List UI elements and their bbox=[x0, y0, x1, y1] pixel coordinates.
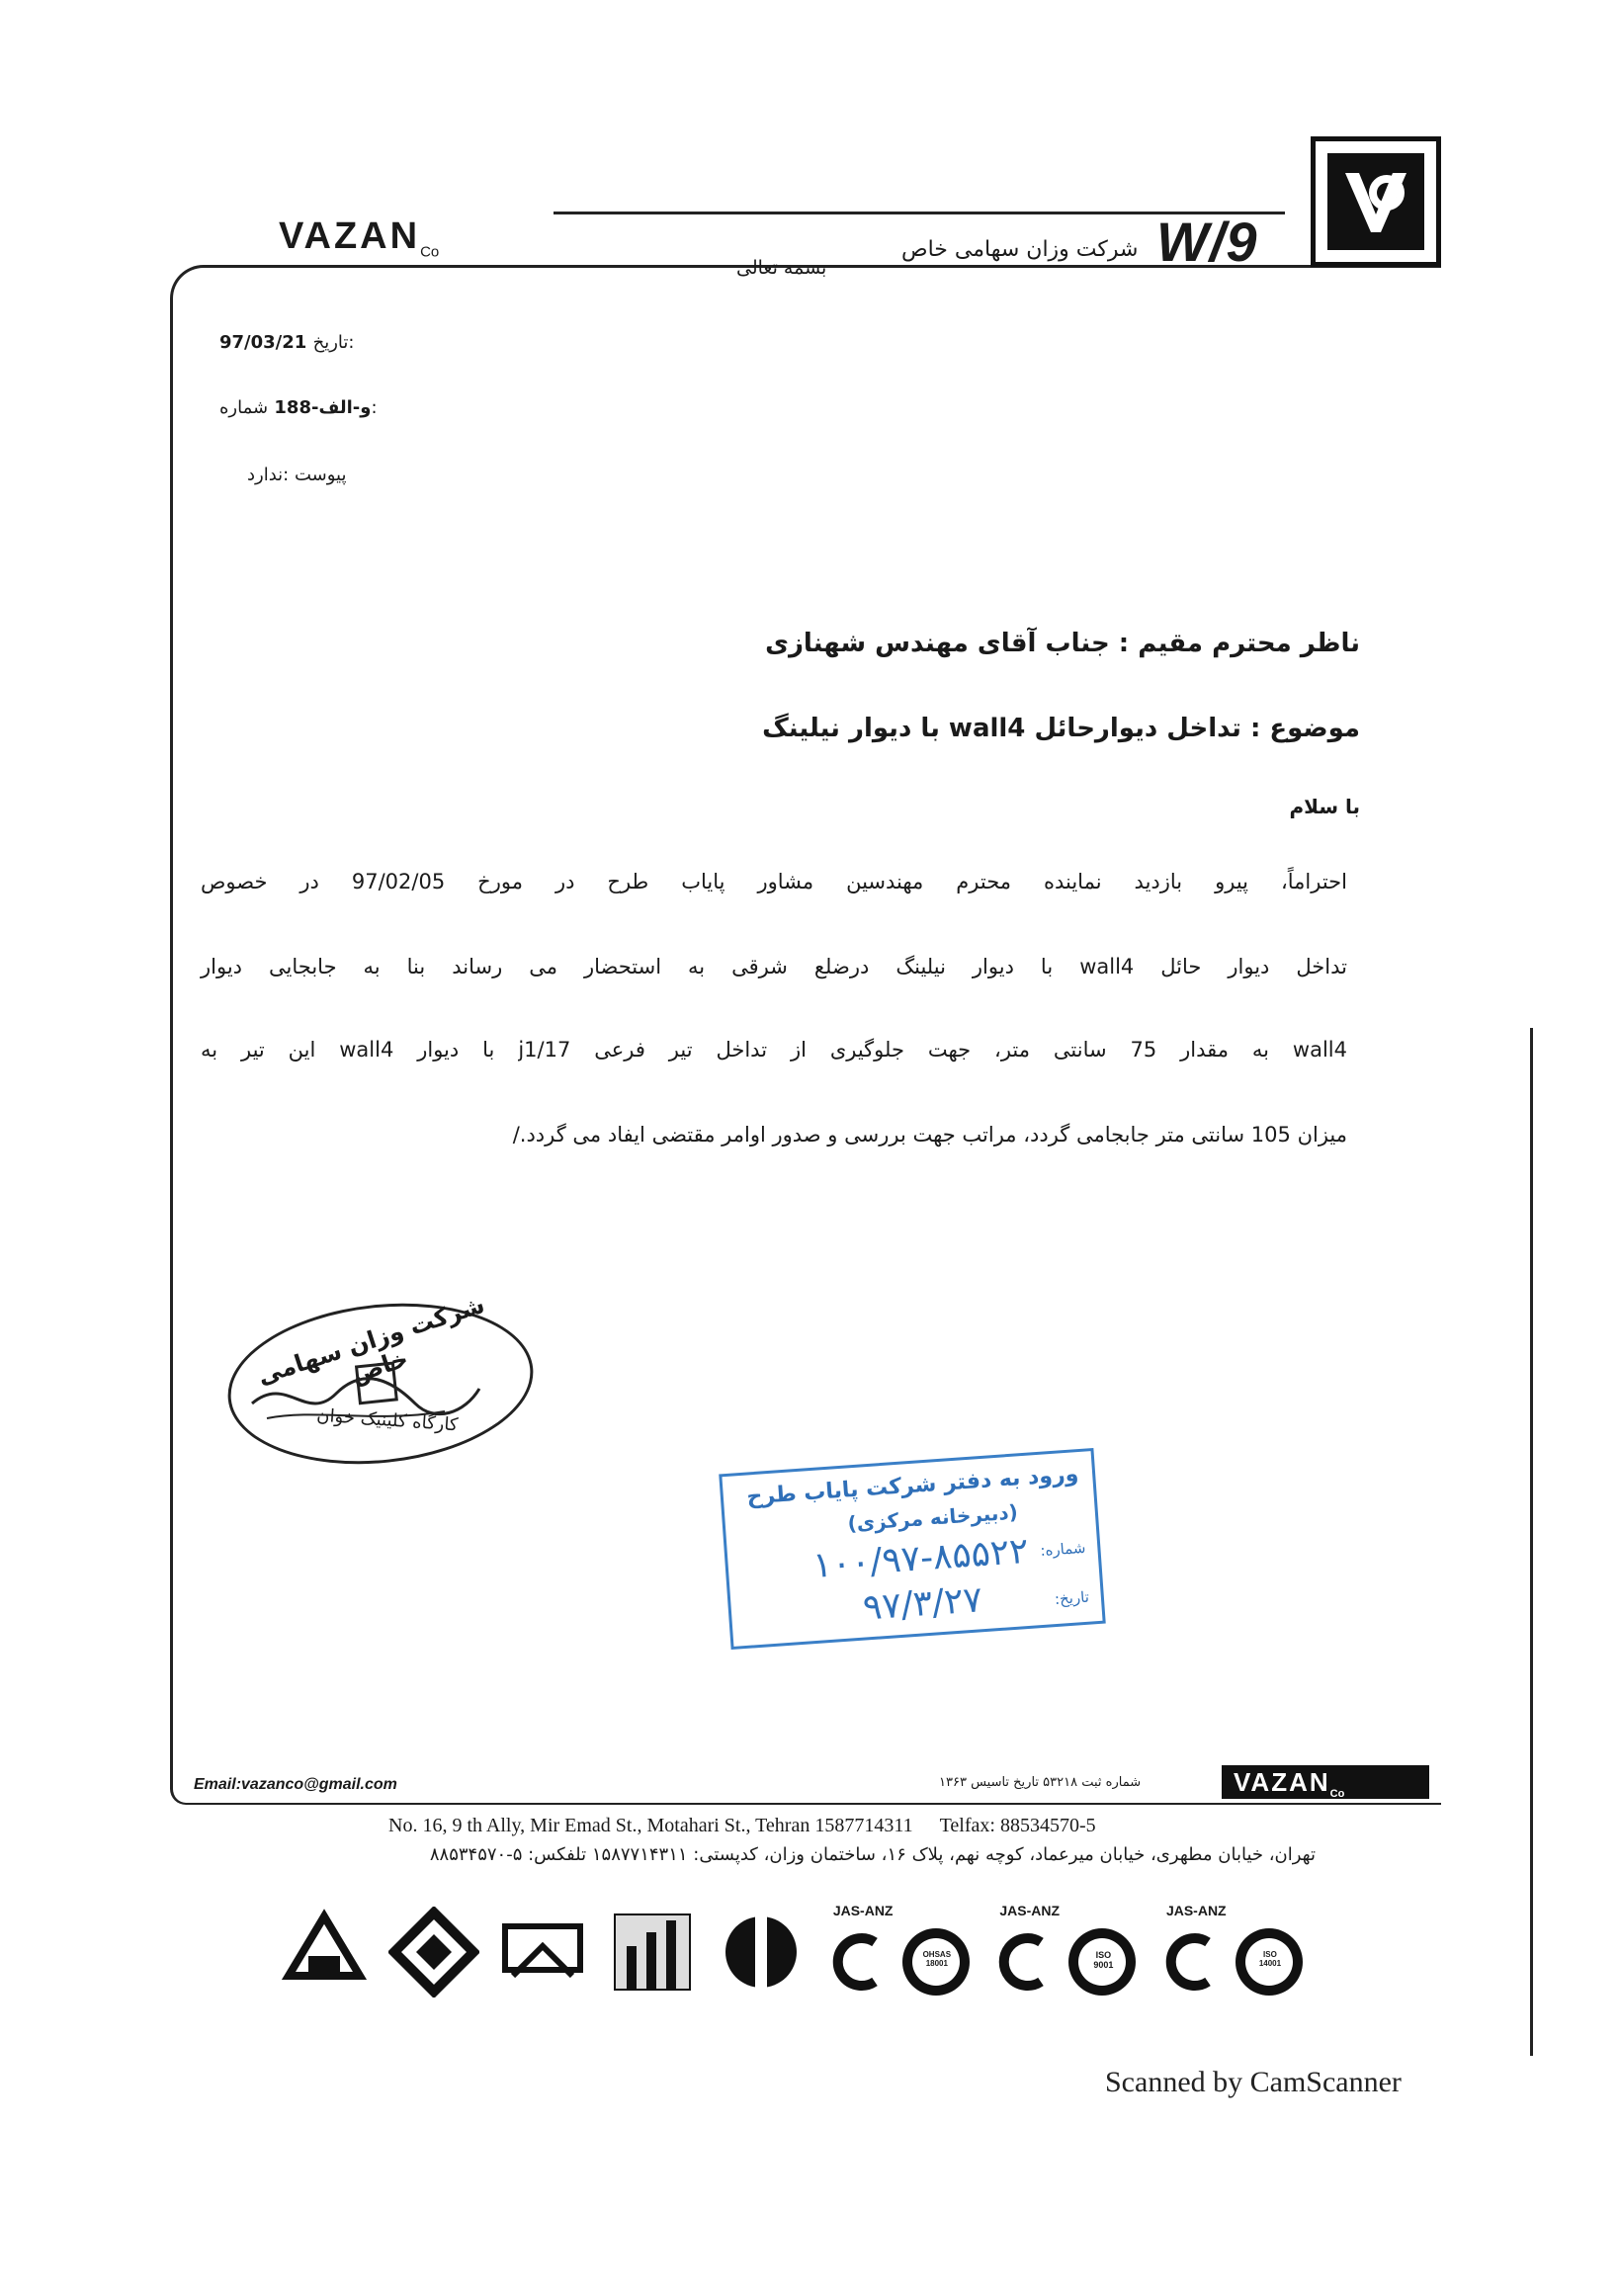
receipt-title: ورود به دفتر شرکت پایاب طرح bbox=[745, 1462, 1080, 1510]
seal-bottom-text: کارگاه کلینیک خوان bbox=[315, 1404, 460, 1436]
address-en bbox=[388, 1815, 1096, 1837]
date-label: تاریخ: bbox=[312, 332, 355, 353]
recipient: ناظر محترم مقیم : جناب آقای مهندس شهنازی bbox=[765, 629, 1360, 658]
company-logo-icon bbox=[1311, 136, 1441, 267]
cert-badge-ohsas bbox=[825, 1903, 974, 2001]
footer-brand-name: VAZAN bbox=[1234, 1767, 1330, 1797]
receipt-date-label: تاریخ: bbox=[1054, 1587, 1090, 1609]
company-name-fa: شرکت وزان سهامی خاص bbox=[901, 237, 1139, 262]
cert-logo-4-icon bbox=[607, 1907, 698, 1998]
footer-brand-suffix: Co bbox=[1329, 1788, 1345, 1801]
address-en-text: No. 16, 9 th Ally, Mir Emad St., Motahari St., Tehran 1587714311 bbox=[388, 1815, 913, 1836]
cert-jas-label: JAS-ANZ bbox=[832, 1903, 894, 1918]
brand-logo-left bbox=[279, 215, 439, 261]
basmala: بسمه تعالی bbox=[736, 257, 827, 279]
brand-suffix: Co bbox=[420, 243, 440, 261]
receipt-number-label: شماره: bbox=[1039, 1538, 1086, 1560]
brand-mark-icon: W/9 bbox=[1156, 211, 1258, 273]
cert-badge-iso9001 bbox=[991, 1903, 1140, 2001]
cert-jas-label: JAS-ANZ bbox=[999, 1903, 1061, 1918]
telfax: Telfax: 88534570-5 bbox=[939, 1815, 1096, 1836]
cert-logo-2-icon bbox=[388, 1907, 479, 1998]
receipt-subtitle: (دبیرخانه مرکزی) bbox=[846, 1499, 1019, 1536]
paragraph-line: wall4 به مقدار 75 سانتی متر، جهت جلوگیری از تداخل تیر فرعی j1/17 با دیوار wall4 این تیر به bbox=[201, 1038, 1347, 1062]
cert-logo-1-icon bbox=[279, 1907, 370, 1998]
number-value: و-الف-188 bbox=[274, 397, 372, 418]
receipt-number-value: ۱۰۰/۹۷-۸۵۵۲۲ bbox=[811, 1530, 1030, 1587]
logo-inner-icon bbox=[1327, 153, 1424, 250]
cert-iso14001-label: ISO 14001 bbox=[1258, 1950, 1282, 1968]
footer-email: Email:vazanco@gmail.com bbox=[194, 1776, 397, 1793]
number-label: شماره: bbox=[219, 397, 378, 418]
receipt-date-value: ۹۷/۳/۲۷ bbox=[861, 1579, 984, 1629]
letter-number bbox=[219, 397, 378, 418]
scan-edge-line bbox=[1530, 1028, 1533, 2056]
signature-icon bbox=[247, 1364, 484, 1433]
paragraph-line: احتراماً، پیرو بازدید نماینده محترم مهندسین مشاور پایاب طرح در مورخ 97/02/05 در خصوص bbox=[201, 870, 1347, 893]
cert-ohsas-label: OHSAS 18001 bbox=[922, 1950, 952, 1968]
letter-date bbox=[219, 332, 354, 353]
receipt-stamp bbox=[719, 1448, 1105, 1650]
footer-reg-info: شماره ثبت ۵۳۲۱۸ تاریخ تاسیس ۱۳۶۳ bbox=[939, 1775, 1142, 1790]
cert-jas-label: JAS-ANZ bbox=[1165, 1903, 1227, 1918]
cert-badge-iso14001 bbox=[1158, 1903, 1307, 2001]
footer-brand bbox=[1222, 1765, 1429, 1799]
cert-logo-5-icon bbox=[716, 1907, 807, 1998]
cert-logos bbox=[279, 1898, 1307, 2006]
cert-logo-3-icon bbox=[497, 1907, 588, 1998]
camscanner-watermark: Scanned by CamScanner bbox=[1105, 2066, 1402, 2098]
date-value: 97/03/21 bbox=[219, 332, 307, 353]
attachment: پیوست :ندارد bbox=[247, 465, 347, 485]
greeting: با سلام bbox=[1289, 795, 1360, 818]
seal-top-text: شرکت وزان سهامی خاص bbox=[254, 1290, 488, 1391]
paragraph-line: تداخل دیوار حائل wall4 با دیوار نیلینگ درضلع شرقی به استحضار می رساند بنا به جابجایی دیوار bbox=[201, 955, 1347, 978]
subject: موضوع : تداخل دیوارحائل wall4 با دیوار نیلینگ bbox=[762, 714, 1360, 743]
paragraph-line: میزان 105 سانتی متر جابجامی گردد، مراتب جهت بررسی و صدور اوامر مقتضی ایفاد می گردد./ bbox=[512, 1123, 1347, 1147]
brand-name: VAZAN bbox=[279, 215, 421, 257]
cert-iso9001-label: ISO 9001 bbox=[1093, 1950, 1114, 1970]
address-fa: تهران، خیابان مطهری، خیابان میرعماد، کوچه نهم، پلاک ۱۶، ساختمان وزان، کدپستی: ۱۵۸۷۷۱۴۳۱۱ تلفکس: ۵-۸۸۵۳۴۵۷۰ bbox=[429, 1844, 1316, 1865]
